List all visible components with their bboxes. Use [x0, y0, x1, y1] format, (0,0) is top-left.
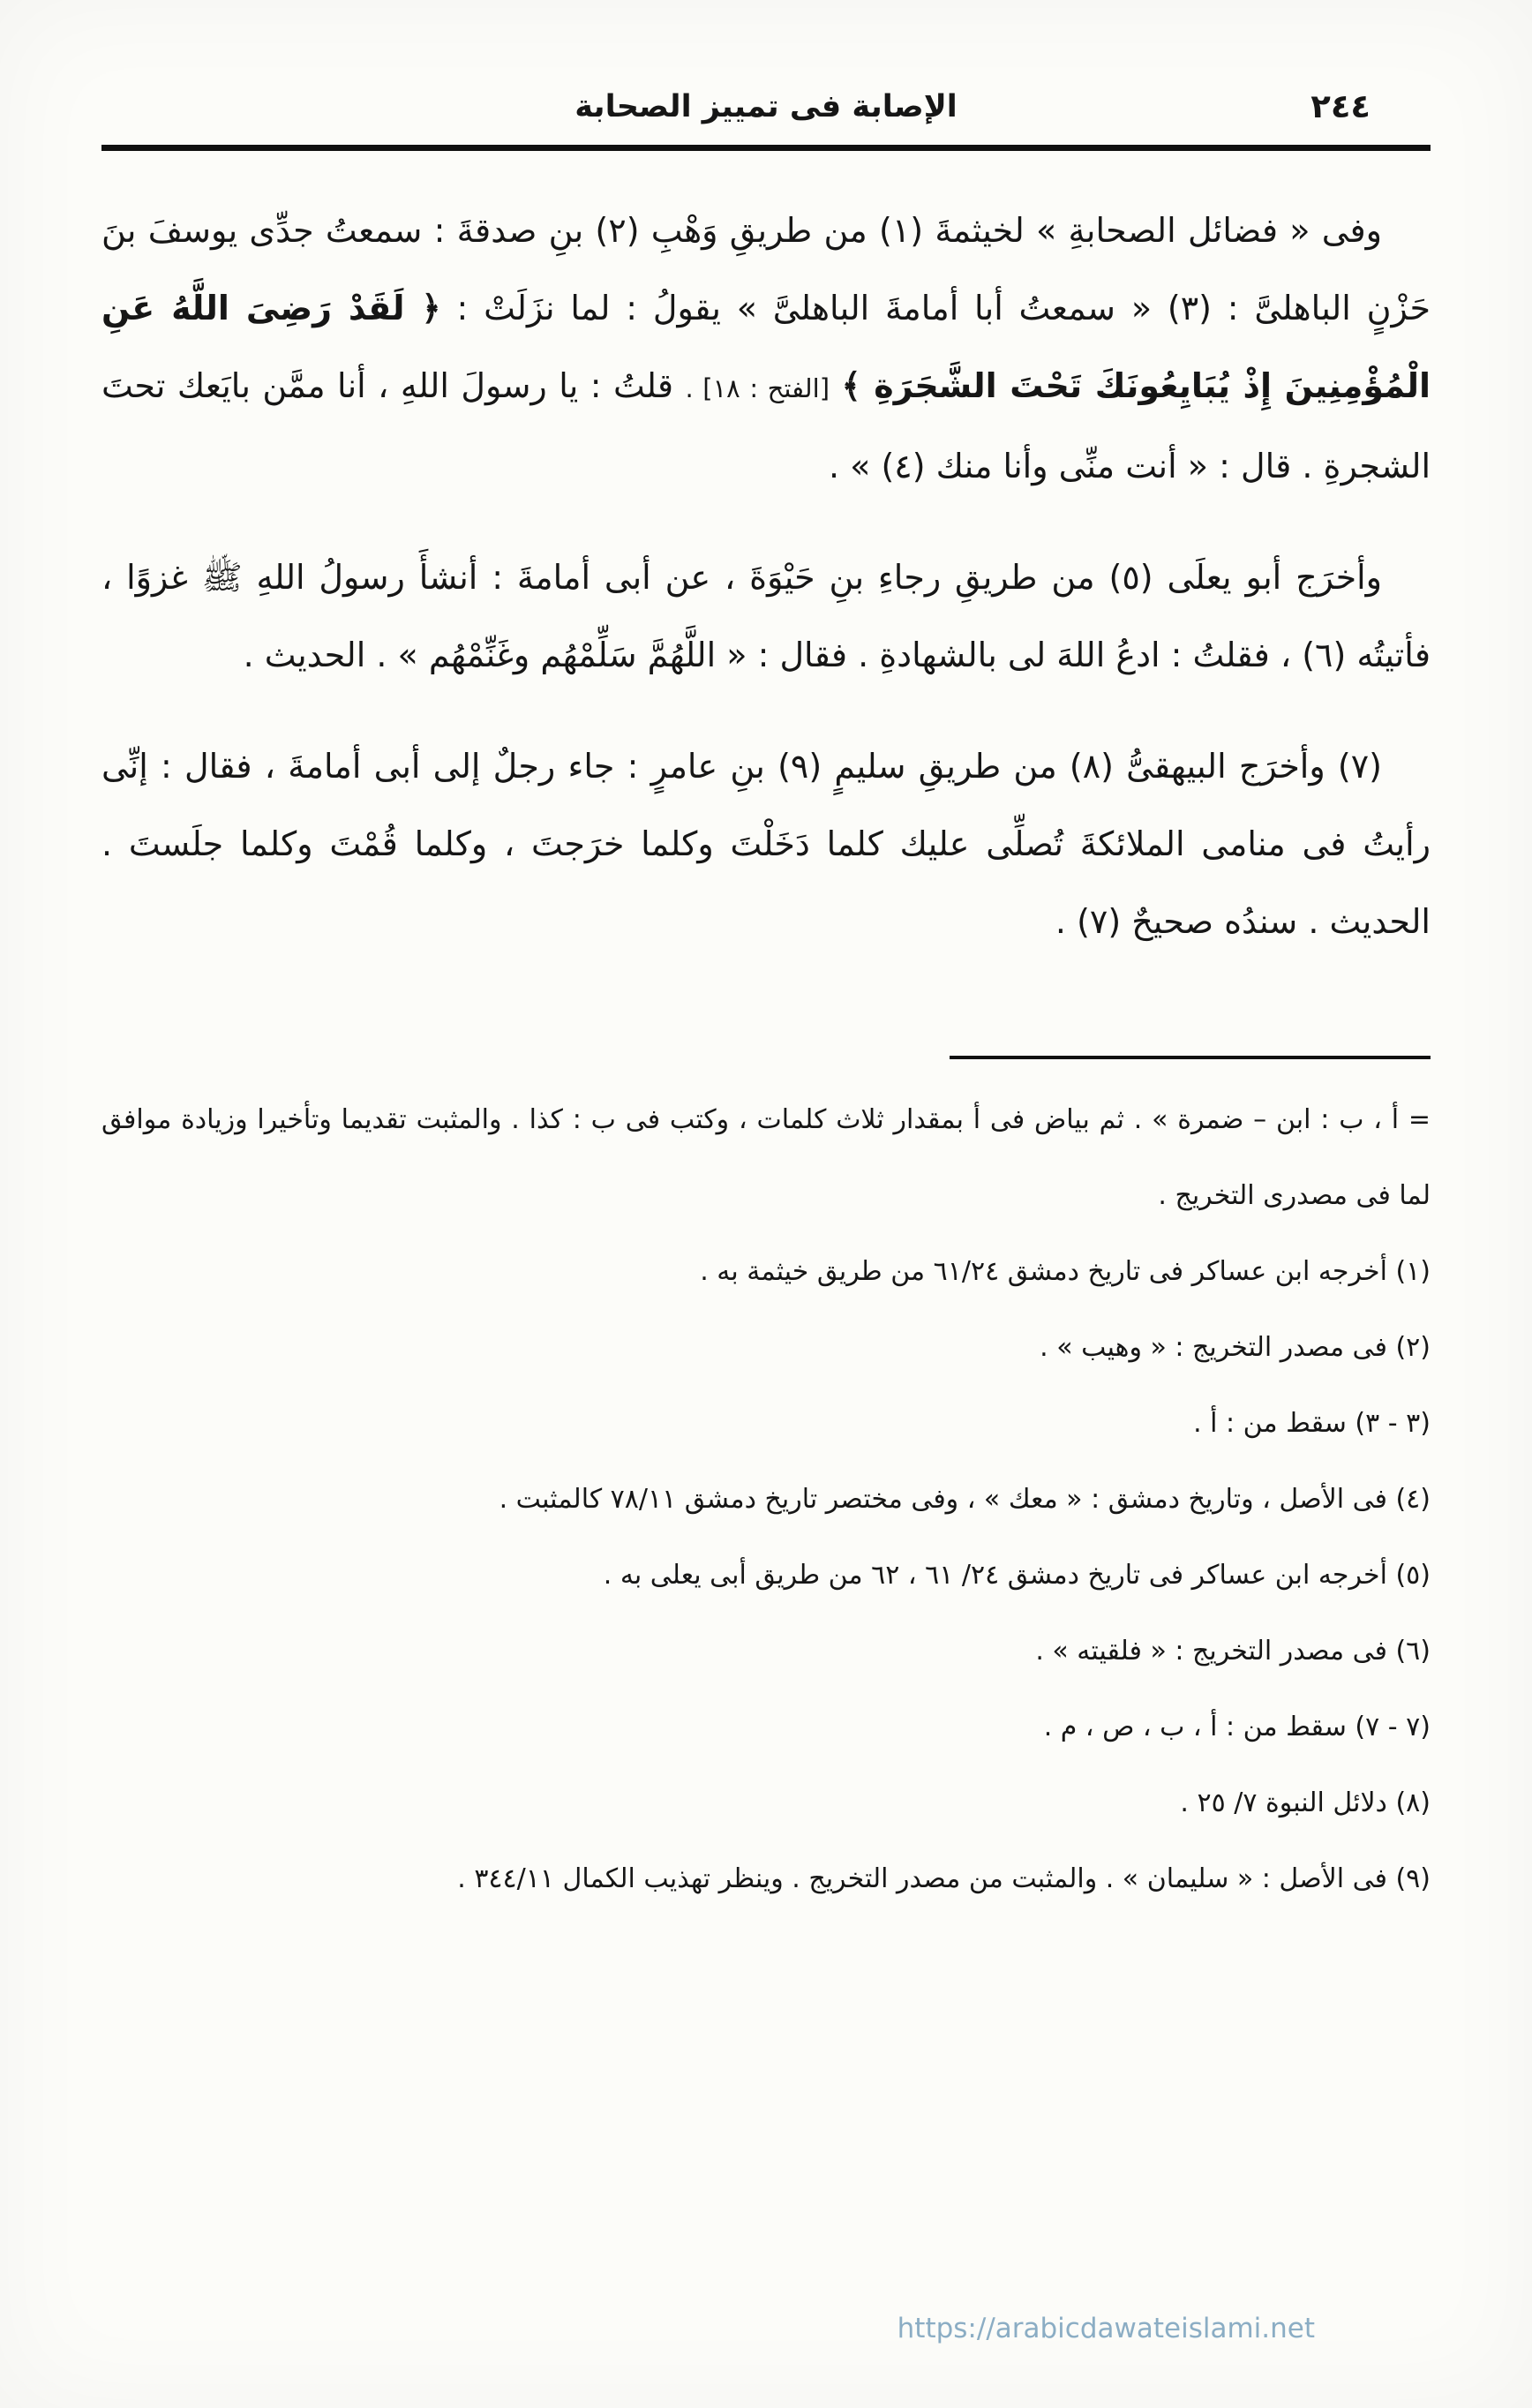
- page-content: [0, 81, 1532, 1917]
- footnote-9: (٩) فى الأصل : « سليمان » . والمثبت من مصدر التخريج . وينظر تهذيب الكمال ٣٤٤/١١ .: [457, 1863, 1431, 1894]
- footnote-5: (٥) أخرجه ابن عساكر فى تاريخ دمشق ٢٤/ ٦١ ، ٦٢ من طريق أبى يعلى به .: [603, 1560, 1431, 1591]
- page-header: [101, 81, 1431, 132]
- main-text: [101, 192, 1431, 960]
- footnote-6: (٦) فى مصدر التخريج : « فلقيته » .: [1035, 1636, 1431, 1667]
- footnote-1: (١) أخرجه ابن عساكر فى تاريخ دمشق ٦١/٢٤ من طريق خيثمة به .: [700, 1256, 1431, 1287]
- footnote-7: (٧ - ٧) سقط من : أ ، ب ، ص ، م .: [1043, 1712, 1431, 1742]
- footnote-continuation: = أ ، ب : ابن – ضمرة » . ثم بياض فى أ بمقدار ثلاث كلمات ، وكتب فى ب : كذا . والمثبت تقديما وتأخيرا وزيادة موافق لما فى مصدرى التخريج .: [101, 1104, 1431, 1211]
- footnotes-section: [101, 1082, 1431, 1917]
- footnote-4: (٤) فى الأصل ، وتاريخ دمشق : « معك » ، وفى مختصر تاريخ دمشق ٧٨/١١ كالمثبت .: [499, 1484, 1431, 1515]
- footnote-separator: [950, 1056, 1431, 1059]
- verse-reference: [الفتح : ١٨] .: [685, 373, 830, 403]
- watermark-url: https://arabicdawateislami.net: [897, 2313, 1315, 2344]
- footnote-8: (٨) دلائل النبوة ٧/ ٢٥ .: [1180, 1787, 1431, 1818]
- paragraph-1-intro: وفى « فضائل الصحابةِ » لخيثمةَ (١) من طريقِ وَهْبِ (٢) بنِ صدقةَ : سمعتُ جدِّى يوسفَ بنَ حَزْنٍ الباهلىَّ : (٣) « سمعتُ أبا أمامةَ الباهلىَّ » يقولُ : لما نزَلَتْ :: [101, 211, 1431, 327]
- header-rule: [101, 145, 1431, 151]
- paragraph-1-rest: قلتُ : يا رسولَ اللهِ ، أنا ممَّن بايَعك تحتَ الشجرةِ . قال : « أنت منِّى وأنا منك (٤) » .: [101, 366, 1431, 485]
- page-number: ٢٤٤: [1310, 87, 1371, 125]
- footnote-3: (٣ - ٣) سقط من : أ .: [1193, 1408, 1431, 1439]
- paragraph-2: وأخرَج أبو يعلَى (٥) من طريقِ رجاءِ بنِ حَيْوَةَ ، عن أبى أمامةَ : أنشأَ رسولُ اللهِ ﷺ غزوًا ، فأتيتُه (٦) ، فقلتُ : ادعُ اللهَ لى بالشهادةِ . فقال : « اللَّهُمَّ سَلِّمْهُم وغَنِّمْهُم » . الحديث .: [101, 558, 1431, 674]
- quran-verse: ﴿ لَقَدْ رَضِىَ اللَّهُ عَنِ الْمُؤْمِنِينَ إِذْ يُبَايِعُونَكَ تَحْتَ الشَّجَرَةِ ﴾: [101, 289, 1431, 405]
- page-title: الإصابة فى تمييز الصحابة: [574, 89, 958, 124]
- paragraph-1: [101, 192, 1431, 505]
- paragraph-3: (٧) وأخرَج البيهقىُّ (٨) من طريقِ سليمٍ (٩) بنِ عامرٍ : جاء رجلٌ إلى أبى أمامةَ ، فقال : إنِّى رأيتُ فى منامى الملائكةَ تُصلِّى عليك كلما دَخَلْتَ وكلما خرَجتَ ، وكلما قُمْتَ وكلما جلَستَ . الحديث . سندُه صحيحٌ (٧) .: [101, 747, 1431, 941]
- footnote-2: (٢) فى مصدر التخريج : « وهيب » .: [1040, 1332, 1431, 1363]
